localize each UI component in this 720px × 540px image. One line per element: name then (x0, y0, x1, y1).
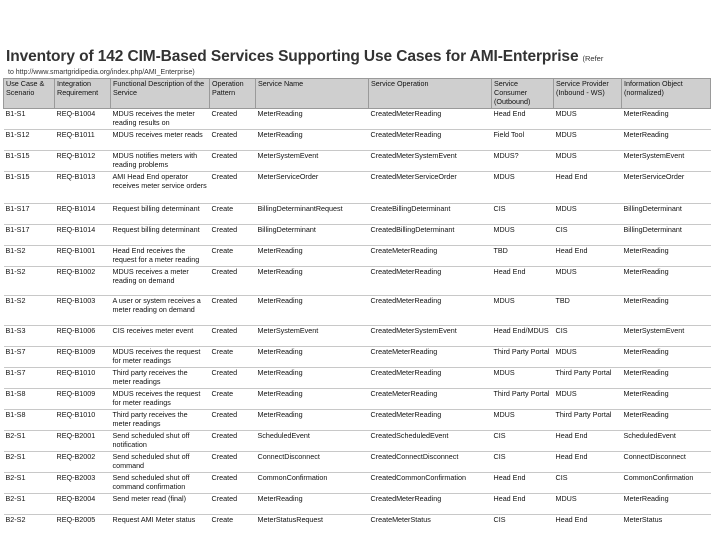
page-title (6, 48, 718, 66)
cell-information-object: MeterReading (622, 389, 711, 410)
cell-service-consumer: CIS (492, 431, 554, 452)
cell-use-case: B2-S1 (4, 452, 55, 473)
cell-service-operation: CreatedMeterReading (369, 494, 492, 515)
cell-service-consumer: MDUS (492, 410, 554, 431)
cell-information-object: BillingDeterminant (622, 204, 711, 225)
cell-service-name: MeterReading (256, 296, 369, 326)
header-information-object: Information Object (normalized) (622, 79, 711, 109)
cell-functional-description: Request billing determinant (111, 225, 210, 246)
cell-operation-pattern: Created (210, 431, 256, 452)
table-row (4, 296, 711, 326)
cell-information-object: ConnectDisconnect (622, 452, 711, 473)
cell-use-case: B1-S17 (4, 225, 55, 246)
header-service-provider: Service Provider (Inbound - WS) (554, 79, 622, 109)
cell-use-case: B1-S3 (4, 326, 55, 347)
cell-use-case: B1-S2 (4, 267, 55, 296)
cell-service-consumer: Head End (492, 267, 554, 296)
cell-operation-pattern: Created (210, 452, 256, 473)
cell-operation-pattern: Create (210, 515, 256, 536)
cell-service-name: MeterReading (256, 368, 369, 389)
cell-information-object: MeterReading (622, 246, 711, 267)
table-row (4, 326, 711, 347)
header-functional-description: Functional Description of the Service (111, 79, 210, 109)
cell-functional-description: Send meter read (final) (111, 494, 210, 515)
cell-service-consumer: Head End (492, 494, 554, 515)
cell-operation-pattern: Created (210, 267, 256, 296)
cell-functional-description: Head End receives the request for a meter reading (111, 246, 210, 267)
cell-service-consumer: MDUS (492, 172, 554, 204)
cell-service-operation: CreatedMeterSystemEvent (369, 151, 492, 172)
cell-information-object: MeterReading (622, 130, 711, 151)
cell-service-name: MeterReading (256, 389, 369, 410)
cell-integration-requirement: REQ-B1011 (55, 130, 111, 151)
cell-operation-pattern: Created (210, 494, 256, 515)
cell-use-case: B1-S2 (4, 296, 55, 326)
cell-use-case: B1-S2 (4, 246, 55, 267)
cell-integration-requirement: REQ-B1010 (55, 368, 111, 389)
cell-service-provider: Head End (554, 246, 622, 267)
cell-integration-requirement: REQ-B1001 (55, 246, 111, 267)
header-operation-pattern: Operation Pattern (210, 79, 256, 109)
cell-service-operation: CreatedMeterReading (369, 267, 492, 296)
cell-service-provider: TBD (554, 296, 622, 326)
title-subline: to http://www.smartgridipedia.org/index.php/AMI_Enterprise) (8, 69, 195, 76)
table-header-row (4, 79, 711, 109)
cell-functional-description: Send scheduled shut off command (111, 452, 210, 473)
cell-service-consumer: Head End (492, 473, 554, 494)
cell-functional-description: Third party receives the meter readings (111, 368, 210, 389)
cell-service-name: ConnectDisconnect (256, 452, 369, 473)
cell-information-object: ScheduledEvent (622, 431, 711, 452)
cell-information-object: MeterReading (622, 410, 711, 431)
cell-information-object: MeterSystemEvent (622, 326, 711, 347)
cell-service-name: MeterStatusRequest (256, 515, 369, 536)
cell-information-object: MeterReading (622, 368, 711, 389)
cell-operation-pattern: Created (210, 225, 256, 246)
cell-operation-pattern: Create (210, 204, 256, 225)
cell-service-operation: CreatedConnectDisconnect (369, 452, 492, 473)
table-row (4, 246, 711, 267)
cell-integration-requirement: REQ-B1003 (55, 296, 111, 326)
cell-operation-pattern: Created (210, 172, 256, 204)
cell-service-name: MeterReading (256, 267, 369, 296)
cell-service-provider: CIS (554, 225, 622, 246)
cell-integration-requirement: REQ-B2004 (55, 494, 111, 515)
cell-service-operation: CreatedScheduledEvent (369, 431, 492, 452)
cell-functional-description: A user or system receives a meter reading on demand (111, 296, 210, 326)
cell-service-name: MeterReading (256, 109, 369, 130)
table-row (4, 151, 711, 172)
cell-information-object: MeterReading (622, 296, 711, 326)
cell-use-case: B1-S15 (4, 151, 55, 172)
cell-use-case: B1-S12 (4, 130, 55, 151)
table-row (4, 473, 711, 494)
cell-service-name: MeterSystemEvent (256, 326, 369, 347)
cell-information-object: MeterSystemEvent (622, 151, 711, 172)
cell-information-object: MeterReading (622, 494, 711, 515)
cell-integration-requirement: REQ-B1009 (55, 389, 111, 410)
cell-service-name: MeterServiceOrder (256, 172, 369, 204)
cell-service-consumer: Head End/MDUS (492, 326, 554, 347)
cell-service-operation: CreateMeterReading (369, 389, 492, 410)
title-main: Inventory of 142 CIM-Based Services Supporting Use Cases for AMI-Enterprise (6, 48, 579, 65)
cell-service-provider: Head End (554, 452, 622, 473)
cell-service-provider: MDUS (554, 389, 622, 410)
cell-operation-pattern: Created (210, 151, 256, 172)
table-row (4, 172, 711, 204)
cell-service-operation: CreatedCommonConfirmation (369, 473, 492, 494)
cell-use-case: B1-S7 (4, 347, 55, 368)
cell-functional-description: MDUS notifies meters with reading problems (111, 151, 210, 172)
cell-operation-pattern: Create (210, 389, 256, 410)
cell-service-consumer: Third Party Portal (492, 347, 554, 368)
cell-service-provider: CIS (554, 473, 622, 494)
table-row (4, 225, 711, 246)
table-row (4, 515, 711, 536)
cell-service-consumer: Third Party Portal (492, 389, 554, 410)
cell-functional-description: Send scheduled shut off command confirmation (111, 473, 210, 494)
cell-integration-requirement: REQ-B1004 (55, 109, 111, 130)
cell-functional-description: Third party receives the meter readings (111, 410, 210, 431)
table-row (4, 389, 711, 410)
cell-integration-requirement: REQ-B1002 (55, 267, 111, 296)
header-service-consumer: Service Consumer (Outbound) (492, 79, 554, 109)
cell-service-provider: CIS (554, 326, 622, 347)
cell-use-case: B1-S17 (4, 204, 55, 225)
cell-service-operation: CreatedBillingDeterminant (369, 225, 492, 246)
cell-service-name: ScheduledEvent (256, 431, 369, 452)
cell-service-operation: CreatedMeterSystemEvent (369, 326, 492, 347)
cell-operation-pattern: Created (210, 296, 256, 326)
cell-service-consumer: CIS (492, 204, 554, 225)
cell-functional-description: AMI Head End operator receives meter service orders (111, 172, 210, 204)
cell-functional-description: MDUS receives a meter reading on demand (111, 267, 210, 296)
cell-service-provider: MDUS (554, 151, 622, 172)
cell-functional-description: Request billing determinant (111, 204, 210, 225)
cell-service-operation: CreateMeterReading (369, 347, 492, 368)
cell-service-consumer: CIS (492, 515, 554, 536)
cell-service-provider: MDUS (554, 130, 622, 151)
cell-service-provider: MDUS (554, 204, 622, 225)
cell-integration-requirement: REQ-B1013 (55, 172, 111, 204)
title-refer: (Refer (582, 54, 604, 63)
cell-service-operation: CreateMeterReading (369, 246, 492, 267)
cell-service-name: MeterReading (256, 130, 369, 151)
table-row (4, 130, 711, 151)
cell-functional-description: MDUS receives the request for meter readings (111, 389, 210, 410)
cell-information-object: MeterServiceOrder (622, 172, 711, 204)
table-row (4, 494, 711, 515)
cell-operation-pattern: Created (210, 410, 256, 431)
services-table (3, 78, 711, 536)
cell-integration-requirement: REQ-B1014 (55, 204, 111, 225)
cell-integration-requirement: REQ-B1009 (55, 347, 111, 368)
table-row (4, 410, 711, 431)
cell-service-consumer: Head End (492, 109, 554, 130)
cell-service-provider: MDUS (554, 267, 622, 296)
cell-use-case: B2-S1 (4, 431, 55, 452)
cell-service-consumer: MDUS (492, 368, 554, 389)
table-row (4, 204, 711, 225)
cell-service-consumer: CIS (492, 452, 554, 473)
cell-service-operation: CreatedMeterReading (369, 368, 492, 389)
cell-service-provider: MDUS (554, 109, 622, 130)
cell-functional-description: MDUS receives meter reads (111, 130, 210, 151)
table-row (4, 431, 711, 452)
table-row (4, 368, 711, 389)
cell-information-object: MeterStatus (622, 515, 711, 536)
cell-integration-requirement: REQ-B1014 (55, 225, 111, 246)
table-row (4, 347, 711, 368)
cell-service-name: MeterReading (256, 246, 369, 267)
cell-service-name: BillingDeterminant (256, 225, 369, 246)
cell-service-consumer: TBD (492, 246, 554, 267)
cell-use-case: B1-S8 (4, 410, 55, 431)
cell-use-case: B2-S1 (4, 473, 55, 494)
cell-operation-pattern: Created (210, 326, 256, 347)
cell-integration-requirement: REQ-B2002 (55, 452, 111, 473)
cell-service-name: MeterReading (256, 410, 369, 431)
cell-use-case: B2-S1 (4, 494, 55, 515)
cell-service-provider: MDUS (554, 494, 622, 515)
cell-service-name: MeterReading (256, 347, 369, 368)
cell-functional-description: Request AMI Meter status (111, 515, 210, 536)
cell-information-object: MeterReading (622, 109, 711, 130)
cell-operation-pattern: Created (210, 130, 256, 151)
table-row (4, 452, 711, 473)
cell-service-operation: CreatedMeterServiceOrder (369, 172, 492, 204)
cell-service-provider: Head End (554, 172, 622, 204)
cell-service-operation: CreatedMeterReading (369, 130, 492, 151)
cell-service-consumer: Field Tool (492, 130, 554, 151)
cell-service-provider: Head End (554, 515, 622, 536)
cell-use-case: B1-S15 (4, 172, 55, 204)
cell-service-operation: CreateMeterStatus (369, 515, 492, 536)
cell-service-consumer: MDUS (492, 296, 554, 326)
cell-operation-pattern: Create (210, 347, 256, 368)
cell-service-name: BillingDeterminantRequest (256, 204, 369, 225)
cell-functional-description: MDUS receives the request for meter readings (111, 347, 210, 368)
cell-operation-pattern: Created (210, 109, 256, 130)
header-integration-requirement: Integration Requirement (55, 79, 111, 109)
cell-functional-description: MDUS receives the meter reading results on (111, 109, 210, 130)
header-service-name: Service Name (256, 79, 369, 109)
cell-integration-requirement: REQ-B2001 (55, 431, 111, 452)
cell-integration-requirement: REQ-B2005 (55, 515, 111, 536)
cell-operation-pattern: Created (210, 368, 256, 389)
cell-service-operation: CreatedMeterReading (369, 410, 492, 431)
cell-integration-requirement: REQ-B1012 (55, 151, 111, 172)
cell-use-case: B1-S8 (4, 389, 55, 410)
header-use-case: Use Case & Scenario (4, 79, 55, 109)
cell-service-operation: CreatedMeterReading (369, 296, 492, 326)
cell-information-object: MeterReading (622, 267, 711, 296)
cell-information-object: CommonConfirmation (622, 473, 711, 494)
cell-operation-pattern: Created (210, 473, 256, 494)
cell-use-case: B1-S7 (4, 368, 55, 389)
cell-service-consumer: MDUS? (492, 151, 554, 172)
cell-service-operation: CreateBillingDeterminant (369, 204, 492, 225)
cell-service-provider: Head End (554, 431, 622, 452)
table-row (4, 267, 711, 296)
cell-information-object: MeterReading (622, 347, 711, 368)
cell-integration-requirement: REQ-B1006 (55, 326, 111, 347)
table-row (4, 109, 711, 130)
cell-integration-requirement: REQ-B2003 (55, 473, 111, 494)
cell-service-provider: Third Party Portal (554, 368, 622, 389)
cell-service-name: MeterReading (256, 494, 369, 515)
cell-use-case: B1-S1 (4, 109, 55, 130)
cell-integration-requirement: REQ-B1010 (55, 410, 111, 431)
cell-service-consumer: MDUS (492, 225, 554, 246)
cell-use-case: B2-S2 (4, 515, 55, 536)
cell-service-name: CommonConfirmation (256, 473, 369, 494)
cell-service-provider: Third Party Portal (554, 410, 622, 431)
cell-service-operation: CreatedMeterReading (369, 109, 492, 130)
header-service-operation: Service Operation (369, 79, 492, 109)
cell-service-name: MeterSystemEvent (256, 151, 369, 172)
cell-functional-description: Send scheduled shut off notification (111, 431, 210, 452)
cell-functional-description: CIS receives meter event (111, 326, 210, 347)
cell-information-object: BillingDeterminant (622, 225, 711, 246)
cell-service-provider: MDUS (554, 347, 622, 368)
cell-operation-pattern: Create (210, 246, 256, 267)
